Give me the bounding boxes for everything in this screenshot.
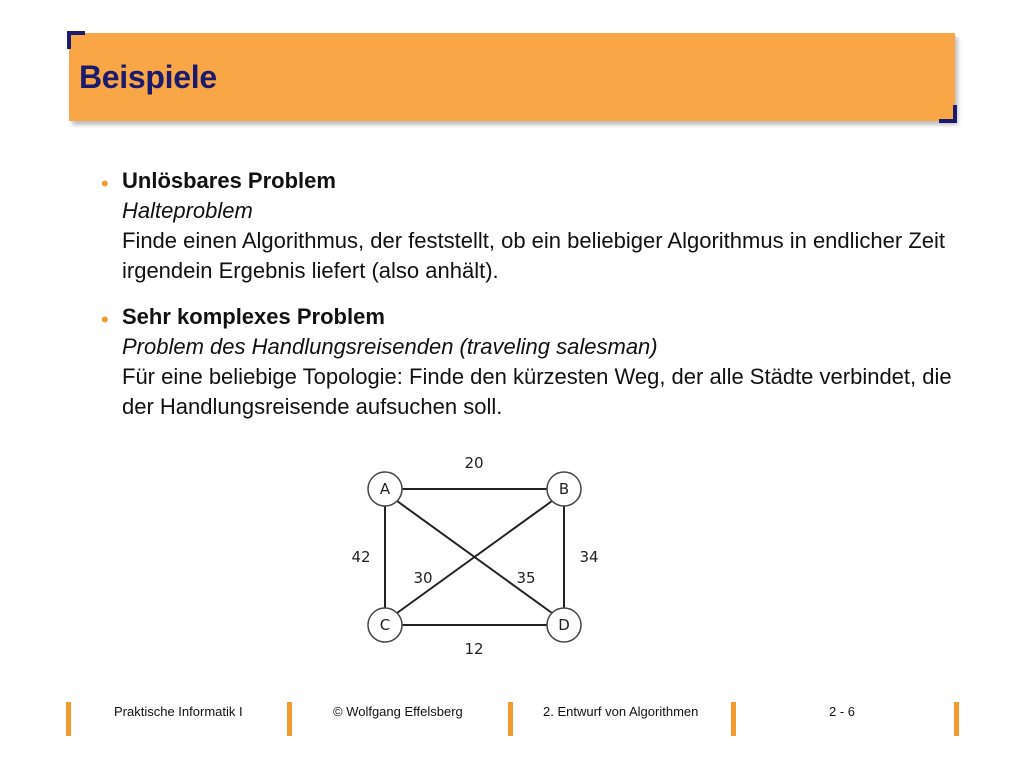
footer-divider <box>66 702 71 736</box>
slide-title-bar <box>69 33 955 121</box>
bullet-heading: Unlösbares Problem <box>122 168 336 193</box>
bullet-dot-icon: • <box>101 307 109 332</box>
bullet-subtitle: Problem des Handlungsreisenden (traveling salesman) <box>122 334 658 359</box>
corner-bracket-bottom-right <box>939 105 957 123</box>
node-label-a: A <box>379 480 391 498</box>
slide-title: Beispiele <box>79 59 217 95</box>
footer-divider <box>954 702 959 736</box>
node-label-c: C <box>379 616 391 634</box>
edge-weight-ab: 20 <box>464 454 484 472</box>
bullet-dot-icon: • <box>101 171 109 196</box>
tsp-graph <box>340 448 610 660</box>
node-label-b: B <box>558 480 570 498</box>
footer-author: © Wolfgang Effelsberg <box>333 704 463 719</box>
node-label-d: D <box>558 616 570 634</box>
footer-divider <box>508 702 513 736</box>
footer-course: Praktische Informatik I <box>114 704 243 719</box>
footer-divider <box>287 702 292 736</box>
footer-page-number: 2 - 6 <box>829 704 856 719</box>
slide-footer <box>0 700 1024 736</box>
edge-weight-ad: 35 <box>516 569 536 587</box>
bullet-heading: Sehr komplexes Problem <box>122 304 385 329</box>
footer-divider <box>731 702 736 736</box>
bullet-list <box>101 166 961 438</box>
corner-bracket-top-left <box>67 31 85 49</box>
edge-weight-bd: 34 <box>579 548 599 566</box>
tsp-graph-svg <box>340 448 610 660</box>
edge-weight-ac: 42 <box>351 548 371 566</box>
bullet-subtitle: Halteproblem <box>122 198 253 223</box>
bullet-item-complex <box>101 302 961 422</box>
edge-weight-cd: 12 <box>464 640 484 658</box>
bullet-item-unsolvable <box>101 166 961 286</box>
footer-chapter: 2. Entwurf von Algorithmen <box>543 704 699 719</box>
bullet-description: Für eine beliebige Topologie: Finde den kürzesten Weg, der alle Städte verbindet, die der Handlungsreisende aufsuchen soll. <box>122 364 952 419</box>
edge-weight-bc: 30 <box>413 569 433 587</box>
bullet-description: Finde einen Algorithmus, der feststellt, ob ein beliebiger Algorithmus in endlicher Zeit irgendein Ergebnis liefert (also anhält). <box>122 228 946 283</box>
